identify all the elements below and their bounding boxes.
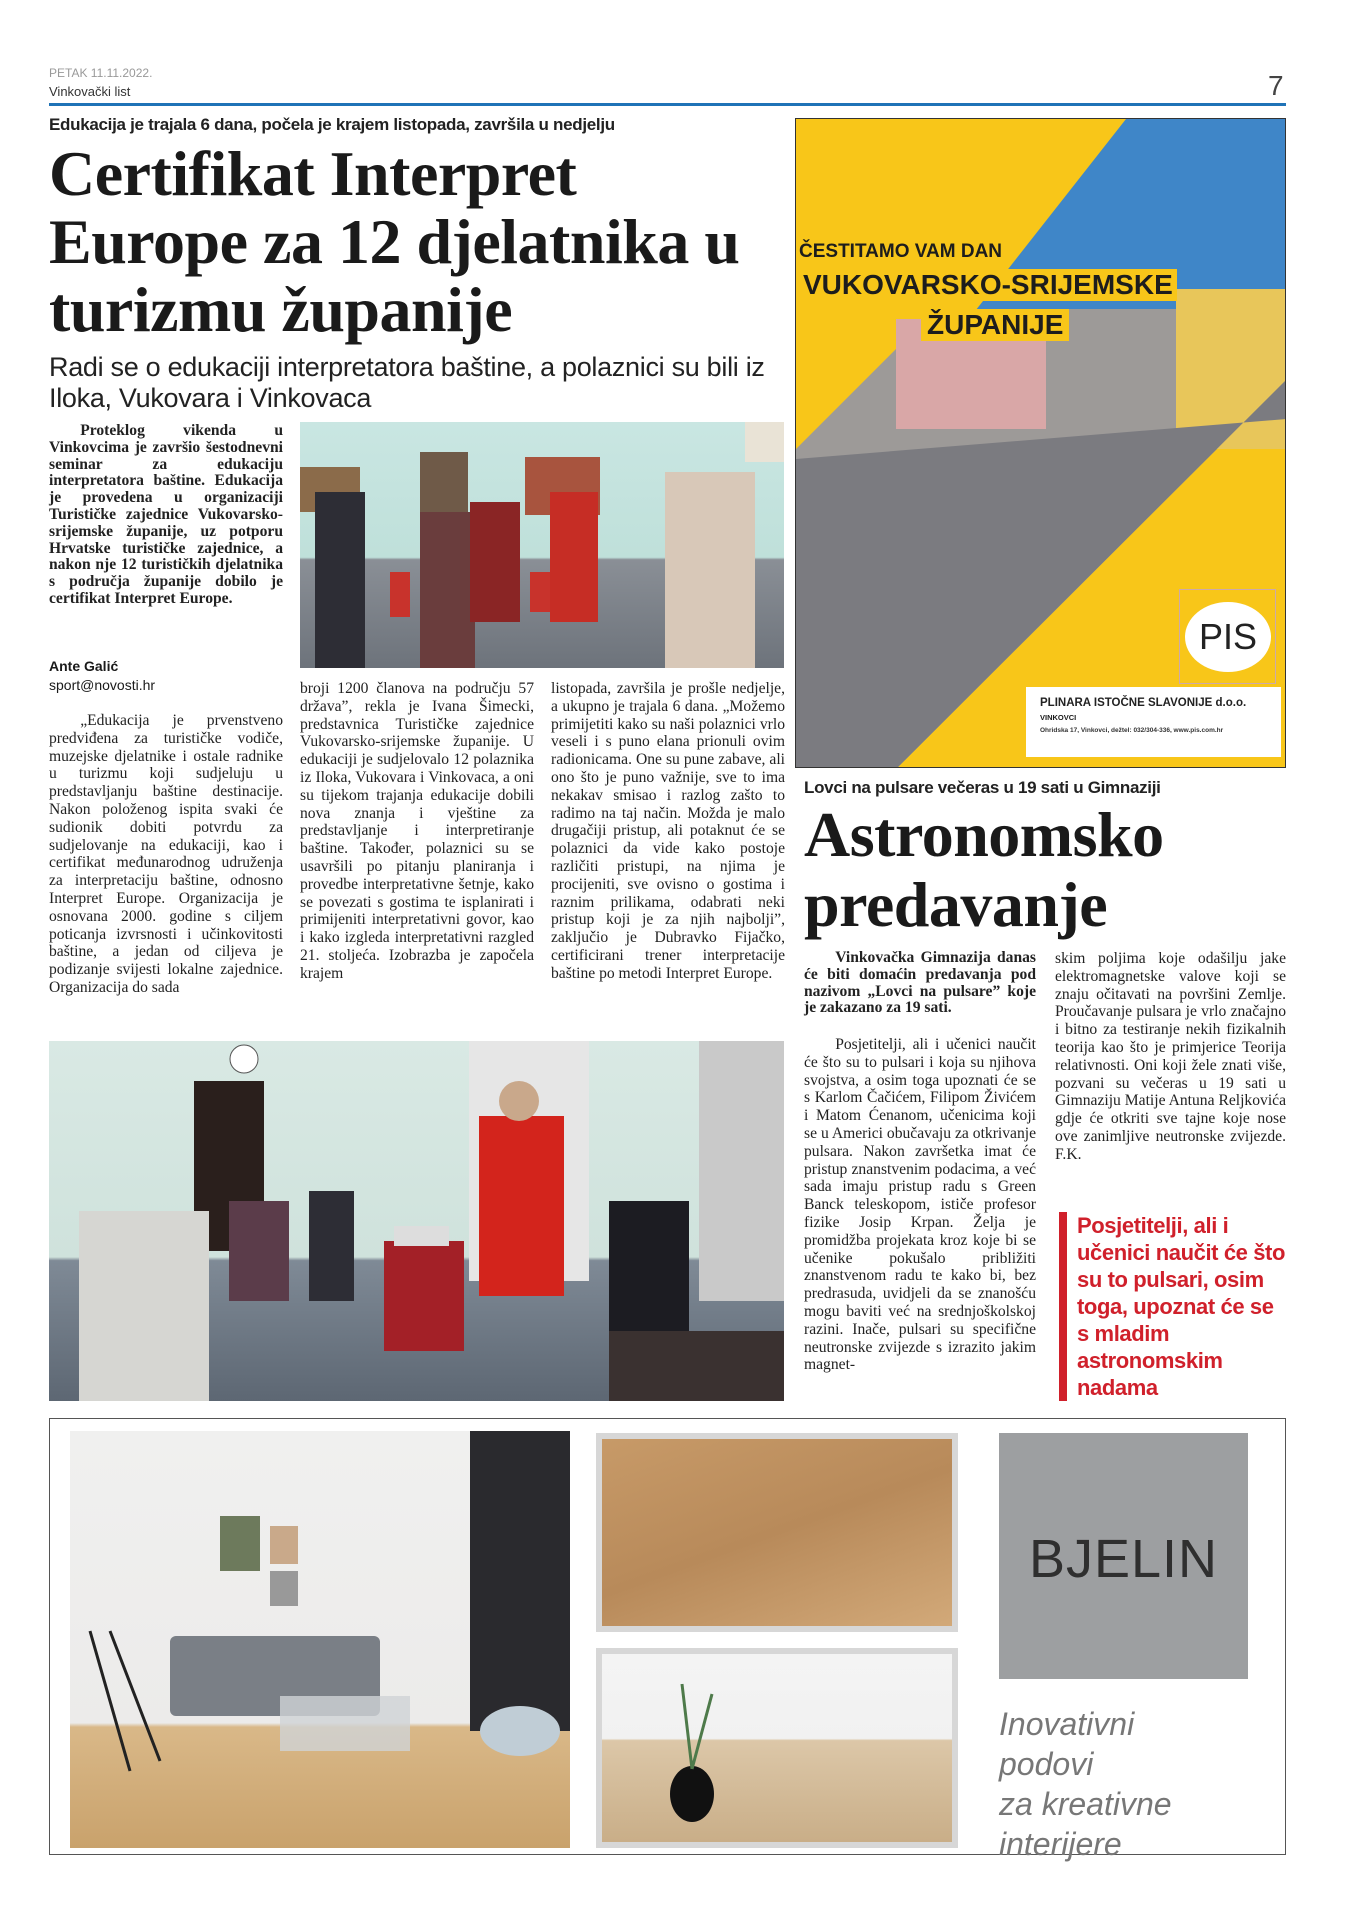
ad-company-box (1026, 687, 1281, 757)
article-headline: Certifikat Interpret Europe za 12 djelatnika u turizmu županije (49, 138, 740, 345)
article2-column-2: skim poljima koje odašilju jake elektromagnetske valove koji se znaju očitavati na površini Zemlje. Proučavanje pulsara je vrlo značajno i bitno za testiranje nekih fizikalnih teorija kao što je primjerice Teorija relativnosti. Oni koji žele znati više, pozvani su večeras u 19 sati u Gimnaziju Matije Antuna Reljkovića gdje će otkriti sve tajne koje nose ove zanimljive neutronske zvijezde. F.K. (1055, 950, 1286, 1163)
ad-greeting-line: ČESTITAMO VAM DAN (799, 241, 1003, 262)
interior-illustration (70, 1431, 570, 1848)
article-lead: Proteklog vikenda u Vinkovcima je završio šestodnevni seminar za edukaciju interpretatora baštine. Edukacija je provedena u organizaciji Turističke zajednice Vukovarsko-srijemske županije, uz potporu Hrvatske turističke zajednice, a nakon nje 12 turističkih djelatnika s područja županije dobilo je certifikat Interpret Europe. (49, 422, 283, 607)
author-email[interactable]: sport@novosti.hr (49, 677, 156, 693)
article-subtitle: Radi se o edukaciji interpretatora baštine, a polaznici su bili iz Iloka, Vukovara i Vinkovaca (49, 352, 765, 413)
article2-lead: Vinkovačka Gimnazija danas će biti domaćin predavanja pod nazivom „Lovci na pulsare” koje je zakazano za 19 sati. (804, 949, 1036, 1017)
article-column-3: listopada, završila je prošle nedjelje, a ukupno je trajala 6 dana. „Možemo primijetiti kako su naši polaznici vrlo veseli i s puno elana prionuli ovim radionicama. One su pune zabave, ali ono što je puno važnije, sve to ima nekakav smisao i razlog zašto to radimo na taj način. Možda je malo drugačiji pristup, ali potaknut će se polaznici da vide kako postoje različiti pristupi, na njima je procijeniti, sve ovisno o gostima i raznim prilikama, odabrati neki pristup koji je za njih najbolji”, zaključio je Dubravko Fijačko, certificirani trener interpretacije baštine po metodi Interpret Europe. (551, 680, 785, 982)
ad-county-line: VUKOVARSKO-SRIJEMSKE (799, 269, 1177, 301)
header-rule (49, 103, 1286, 106)
wood-floor-sample-2 (596, 1648, 958, 1848)
vase-illustration (602, 1654, 952, 1842)
ad-company-name: PLINARA ISTOČNE SLAVONIJE d.o.o. (1040, 697, 1247, 709)
page-number: 7 (1268, 70, 1284, 101)
bjelin-logo-box (999, 1433, 1248, 1679)
interior-photo (70, 1431, 570, 1848)
article-column-1: „Edukacija je prvenstveno predviđena za turističke vodiče, muzejske djelatnike i ostale radnike u turizmu koji sudjeluju u predstavljanju baštine destinacije. Nakon položenog ispita svaki će sudionik dobiti potvrdu za sudjelovanje na edukaciji, kao i certifikat međunarodnog udruženja za interpretaciju baštine, odnosno Interpret Europe. Organizacija je osnovana 2000. godine s ciljem poticanja izvrsnosti i učinkovitosti baštine, a jedan od ciljeva je podizanje svijesti lokalne zajednice. Organizacija do sada (49, 712, 283, 996)
bjelin-slogan (999, 1704, 1172, 1864)
article-column-2: broji 1200 članova na području 57 država”, rekla je Ivana Šimecki, predstavnica Turističke zajednice Vukovarsko-srijemske županije. U edukaciji je sudjelovalo 12 polaznika iz Iloka, Vukovara i Vinkovaca, a oni su tijekom trajanja edukacije dobili nova znanja i vještine za predstavljanje i interpretiranje baštine. Također, polaznici su se usavršili po pitanju planiranja i provedbe interpretativne šetnje, kako se povezati s gostima te isplanirati i primijeniti interpretativni govor, kao i kako izgleda interpretativni razgled 21. stoljeća. Izobrazba je započela krajem (300, 680, 534, 982)
ad-zupanije-line: ŽUPANIJE (921, 309, 1069, 341)
article2-column-1: Posjetitelji, ali i učenici naučit će što su to pulsari i koja su njihova svojstva, a osim toga upoznati će se s Karlom Čačićem, Filipom Živićem i Matom Ćenanom, učenicima koji se u Americi obučavaju za otkrivanje pulsara. Nakon završetka imat će pristup znanstvenim podacima, a već sada imaju pristup radu s Green Banck teleskopom, ističe profesor fizike Josip Krpan. Želja je promidžba projekata kroz koje bi se učenike pokušalo približiti znanstvenom radu te kako bi, bez predrasuda, uvidjeli da se znanošću mogu baviti već na srednjoškolskoj razini. Inače, pulsari su specifične neutronske zvijezde s izrazito jakim magnet- (804, 1036, 1036, 1374)
bjelin-logo: BJELIN (1028, 1529, 1219, 1589)
slogan-line: interijere (999, 1826, 1122, 1862)
slogan-line: Inovativni (999, 1706, 1135, 1742)
article2-kicker: Lovci na pulsare večeras u 19 sati u Gimnaziji (804, 778, 1161, 797)
article-kicker: Edukacija je trajala 6 dana, počela je krajem listopada, završila u nedjelju (49, 115, 615, 134)
pull-quote: Posjetitelji, ali i učenici naučit će što su to pulsari, osim toga, upoznat će se s mladim astronomskim nadama (1059, 1212, 1289, 1401)
workshop-photo-1 (300, 422, 784, 668)
ad-company-contact: Ohridska 17, Vinkovci, dežtel: 032/304-336, www.pis.com.hr (1040, 727, 1224, 734)
issue-date: PETAK 11.11.2022. (49, 66, 153, 80)
pis-advertisement[interactable] (795, 118, 1286, 768)
bjelin-advertisement[interactable] (49, 1418, 1286, 1862)
workshop-photo-2 (49, 1041, 784, 1401)
pis-logo-box (1179, 589, 1276, 684)
photo-illustration (49, 1041, 784, 1401)
photo-illustration (300, 422, 784, 668)
slogan-line: podovi (999, 1746, 1094, 1782)
article2-headline: Astronomsko predavanje (804, 799, 1164, 940)
wood-floor-sample-1 (596, 1433, 958, 1632)
author-name: Ante Galić (49, 658, 119, 674)
pis-logo: PIS (1185, 602, 1271, 672)
ad-company-city: VINKOVCI (1040, 713, 1077, 722)
slogan-line: za kreativne (999, 1786, 1172, 1822)
newspaper-name: Vinkovački list (49, 84, 131, 99)
